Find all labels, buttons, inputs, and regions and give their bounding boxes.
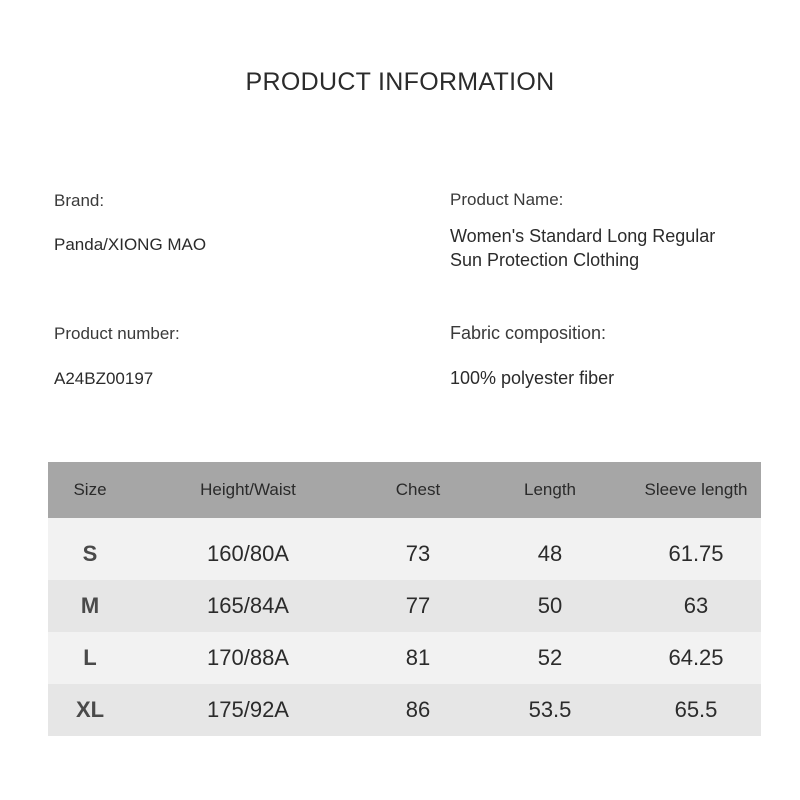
table-row xyxy=(48,580,761,632)
header-sleeve-length: Sleeve length xyxy=(644,480,748,499)
cell-chest: 86 xyxy=(405,697,431,722)
table-row xyxy=(48,684,761,736)
brand-value: Panda/XIONG MAO xyxy=(54,235,207,254)
cell-chest: 81 xyxy=(405,645,431,670)
cell-sleeve-length: 61.75 xyxy=(668,541,724,566)
header-length: Length xyxy=(524,480,576,499)
cell-size: L xyxy=(83,645,97,670)
header-height-waist: Height/Waist xyxy=(200,480,296,499)
table-body xyxy=(48,518,761,736)
table-header xyxy=(48,462,761,518)
cell-height-waist: 170/88A xyxy=(207,645,289,670)
product-name-label: Product Name: xyxy=(450,190,564,209)
cell-sleeve-length: 63 xyxy=(683,593,709,618)
table-row xyxy=(48,632,761,684)
cell-length: 48 xyxy=(537,541,563,566)
fabric-composition-value: 100% polyester fiber xyxy=(450,368,615,388)
table-row xyxy=(48,528,761,580)
cell-length: 53.5 xyxy=(528,697,572,722)
cell-length: 52 xyxy=(537,645,563,670)
cell-height-waist: 175/92A xyxy=(207,697,289,722)
header-size: Size xyxy=(73,480,107,499)
cell-chest: 73 xyxy=(405,541,431,566)
product-name-value-line2: Sun Protection Clothing xyxy=(450,250,640,270)
cell-height-waist: 165/84A xyxy=(207,593,289,618)
header-chest: Chest xyxy=(395,480,441,499)
cell-chest: 77 xyxy=(405,593,431,618)
cell-size: S xyxy=(82,541,98,566)
cell-height-waist: 160/80A xyxy=(207,541,289,566)
page-title: PRODUCT INFORMATION xyxy=(245,68,555,96)
cell-size: M xyxy=(80,593,100,618)
product-number-value: A24BZ00197 xyxy=(54,369,154,388)
fabric-composition-label: Fabric composition: xyxy=(450,323,607,343)
size-table xyxy=(48,462,761,736)
cell-sleeve-length: 64.25 xyxy=(668,645,724,670)
product-number-label: Product number: xyxy=(54,324,180,343)
cell-length: 50 xyxy=(537,593,563,618)
product-name-value-line1: Women's Standard Long Regular xyxy=(450,226,716,246)
cell-size: XL xyxy=(75,697,105,722)
cell-sleeve-length: 65.5 xyxy=(674,697,718,722)
brand-label: Brand: xyxy=(54,191,105,210)
